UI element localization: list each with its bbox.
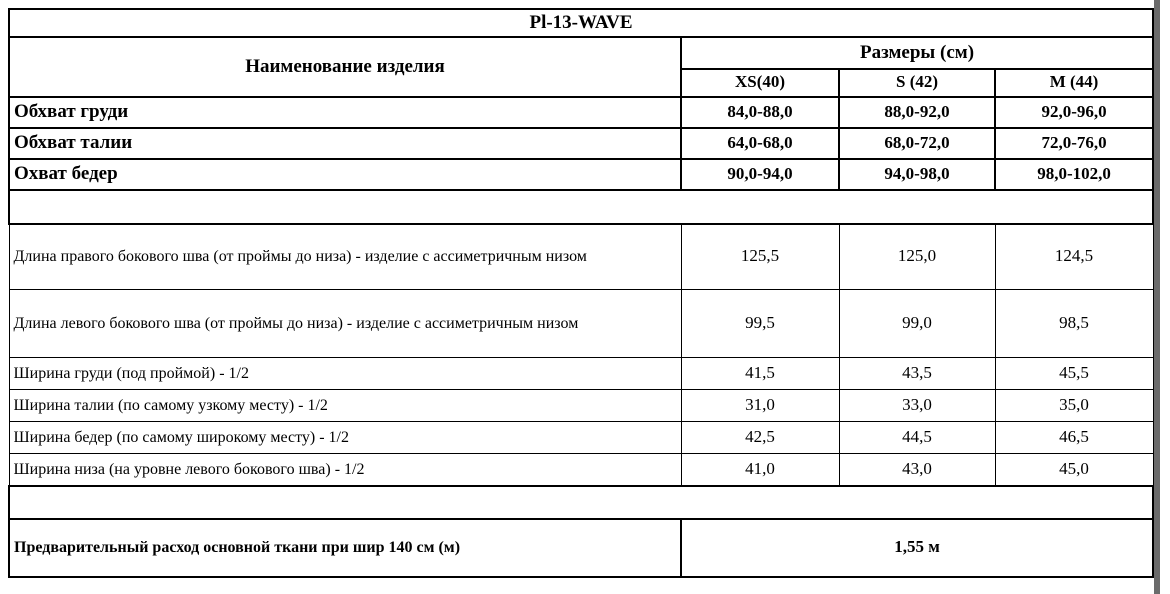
name-column-header: Наименование изделия bbox=[9, 37, 681, 97]
cell-value: 124,5 bbox=[995, 224, 1153, 290]
table-row bbox=[9, 97, 1153, 128]
cell-value: 41,0 bbox=[681, 454, 839, 486]
cell-value: 88,0-92,0 bbox=[839, 97, 995, 128]
cell-value: 90,0-94,0 bbox=[681, 159, 839, 190]
cell-value: 43,5 bbox=[839, 358, 995, 390]
row-label: Ширина бедер (по самому широкому месту) - 1/2 bbox=[9, 422, 681, 454]
table-row bbox=[9, 290, 1153, 358]
cell-value: 33,0 bbox=[839, 390, 995, 422]
row-label: Охват бедер bbox=[9, 159, 681, 190]
table-row bbox=[9, 128, 1153, 159]
row-label: Ширина талии (по самому узкому месту) - 1/2 bbox=[9, 390, 681, 422]
row-label: Обхват груди bbox=[9, 97, 681, 128]
cell-value: 94,0-98,0 bbox=[839, 159, 995, 190]
cell-value: 41,5 bbox=[681, 358, 839, 390]
product-code: Pl-13-WAVE bbox=[9, 9, 1153, 37]
cell-value: 84,0-88,0 bbox=[681, 97, 839, 128]
cell-value: 64,0-68,0 bbox=[681, 128, 839, 159]
cell-value: 68,0-72,0 bbox=[839, 128, 995, 159]
cell-value: 35,0 bbox=[995, 390, 1153, 422]
fabric-consumption-value: 1,55 м bbox=[681, 519, 1153, 577]
separator bbox=[9, 190, 1153, 224]
title-row bbox=[9, 9, 1153, 37]
cell-value: 98,0-102,0 bbox=[995, 159, 1153, 190]
table-row bbox=[9, 358, 1153, 390]
cell-value: 99,5 bbox=[681, 290, 839, 358]
cell-value: 92,0-96,0 bbox=[995, 97, 1153, 128]
cell-value: 44,5 bbox=[839, 422, 995, 454]
cell-value: 72,0-76,0 bbox=[995, 128, 1153, 159]
size-header-m: M (44) bbox=[995, 69, 1153, 97]
fabric-consumption-label: Предварительный расход основной ткани при шир 140 см (м) bbox=[9, 519, 681, 577]
table-row bbox=[9, 159, 1153, 190]
separator bbox=[9, 486, 1153, 519]
cell-value: 125,5 bbox=[681, 224, 839, 290]
row-label: Длина правого бокового шва (от проймы до низа) - изделие с ассиметричным низом bbox=[9, 224, 681, 290]
sizes-header: Размеры (см) bbox=[681, 37, 1153, 69]
cell-value: 31,0 bbox=[681, 390, 839, 422]
cell-value: 98,5 bbox=[995, 290, 1153, 358]
cell-value: 46,5 bbox=[995, 422, 1153, 454]
header-row-1 bbox=[9, 37, 1153, 69]
row-label: Ширина груди (под проймой) - 1/2 bbox=[9, 358, 681, 390]
row-label: Обхват талии bbox=[9, 128, 681, 159]
cell-value: 43,0 bbox=[839, 454, 995, 486]
size-chart-table bbox=[8, 8, 1154, 578]
separator-row bbox=[9, 486, 1153, 519]
table-row bbox=[9, 454, 1153, 486]
separator-row bbox=[9, 190, 1153, 224]
cell-value: 42,5 bbox=[681, 422, 839, 454]
table-row bbox=[9, 422, 1153, 454]
table-row bbox=[9, 390, 1153, 422]
row-label: Ширина низа (на уровне левого бокового шва) - 1/2 bbox=[9, 454, 681, 486]
cell-value: 45,5 bbox=[995, 358, 1153, 390]
fabric-row bbox=[9, 519, 1153, 577]
cell-value: 45,0 bbox=[995, 454, 1153, 486]
cell-value: 99,0 bbox=[839, 290, 995, 358]
window-edge bbox=[1154, 0, 1160, 594]
cell-value: 125,0 bbox=[839, 224, 995, 290]
table-row bbox=[9, 224, 1153, 290]
size-header-s: S (42) bbox=[839, 69, 995, 97]
size-header-xs: XS(40) bbox=[681, 69, 839, 97]
row-label: Длина левого бокового шва (от проймы до низа) - изделие с ассиметричным низом bbox=[9, 290, 681, 358]
